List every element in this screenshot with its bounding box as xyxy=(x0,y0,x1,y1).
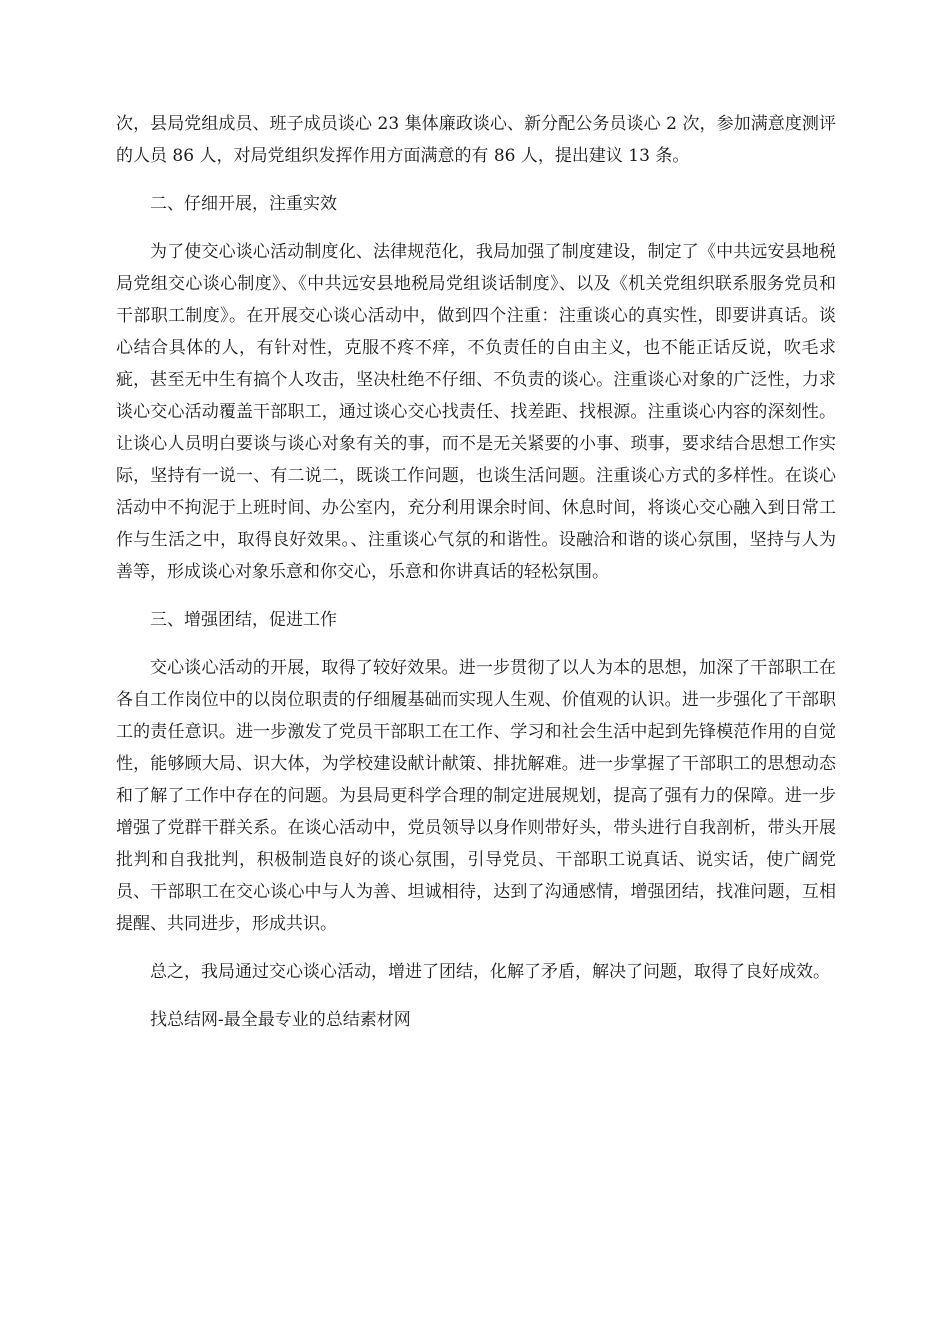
paragraph-continuation: 次，县局党组成员、班子成员谈心 23 集体廉政谈心、新分配公务员谈心 2 次，参加满意度测评的人员 86 人，对局党组织发挥作用方面满意的有 86 人，提出建议 13 条。 xyxy=(116,114,836,166)
document-body xyxy=(116,108,836,1036)
paragraph-section-2: 为了使交心谈心活动制度化、法律规范化，我局加强了制度建设，制定了《中共远安县地税局党组交心谈心制度》、《中共远安县地税局党组谈话制度》、以及《机关党组织联系服务党员和干部职工制度》。在开展交心谈心活动中，做到四个注重：注重谈心的真实性，即要讲真话。谈心结合具体的人，有针对性，克服不疼不痒，不负责任的自由主义，也不能正话反说，吹毛求疵，甚至无中生有搞个人攻击，坚决杜绝不仔细、不负责的谈心。注重谈心对象的广泛性，力求谈心交心活动覆盖干部职工，通过谈心交心找责任、找差距、找根源。注重谈心内容的深刻性。让谈心人员明白要谈与谈心对象有关的事，而不是无关紧要的小事、琐事，要求结合思想工作实际，坚持有一说一、有二说二，既谈工作问题，也谈生活问题。注重谈心方式的多样性。在谈心活动中不拘泥于上班时间、办公室内，充分利用课余时间、休息时间，将谈心交心融入到日常工作与生活之中，取得良好效果。、注重谈心气氛的和谐性。设融洽和谐的谈心氛围，坚持与人为善等，形成谈心对象乐意和你交心，乐意和你讲真话的轻松氛围。 xyxy=(116,242,836,582)
section-heading-3: 三、增强团结，促进工作 xyxy=(150,610,337,630)
section-heading-2: 二、仔细开展，注重实效 xyxy=(150,194,337,214)
paragraph-conclusion: 总之，我局通过交心谈心活动，增进了团结，化解了矛盾，解决了问题，取得了良好成效。 xyxy=(150,962,830,982)
paragraph-section-3: 交心谈心活动的开展，取得了较好效果。进一步贯彻了以人为本的思想，加深了干部职工在各自工作岗位中的以岗位职责的仔细履基础而实现人生观、价值观的认识。进一步强化了干部职工的责任意识。进一步激发了党员干部职工在工作、学习和社会生活中起到先锋模范作用的自觉性，能够顾大局、识大体，为学校建设献计献策、排扰解难。进一步掌握了干部职工的思想动态和了解了工作中存在的问题。为县局更科学合理的制定进展规划，提高了强有力的保障。进一步增强了党群干群关系。在谈心活动中，党员领导以身作则带好头，带头进行自我剖析，带头开展批判和自我批判，积极制造良好的谈心氛围，引导党员、干部职工说真话、说实话，使广阔党员、干部职工在交心谈心中与人为善、坦诚相待，达到了沟通感情，增强团结，找准问题，互相提醒、共同进步，形成共识。 xyxy=(116,658,836,934)
source-footer: 找总结网-最全最专业的总结素材网 xyxy=(150,1010,411,1030)
